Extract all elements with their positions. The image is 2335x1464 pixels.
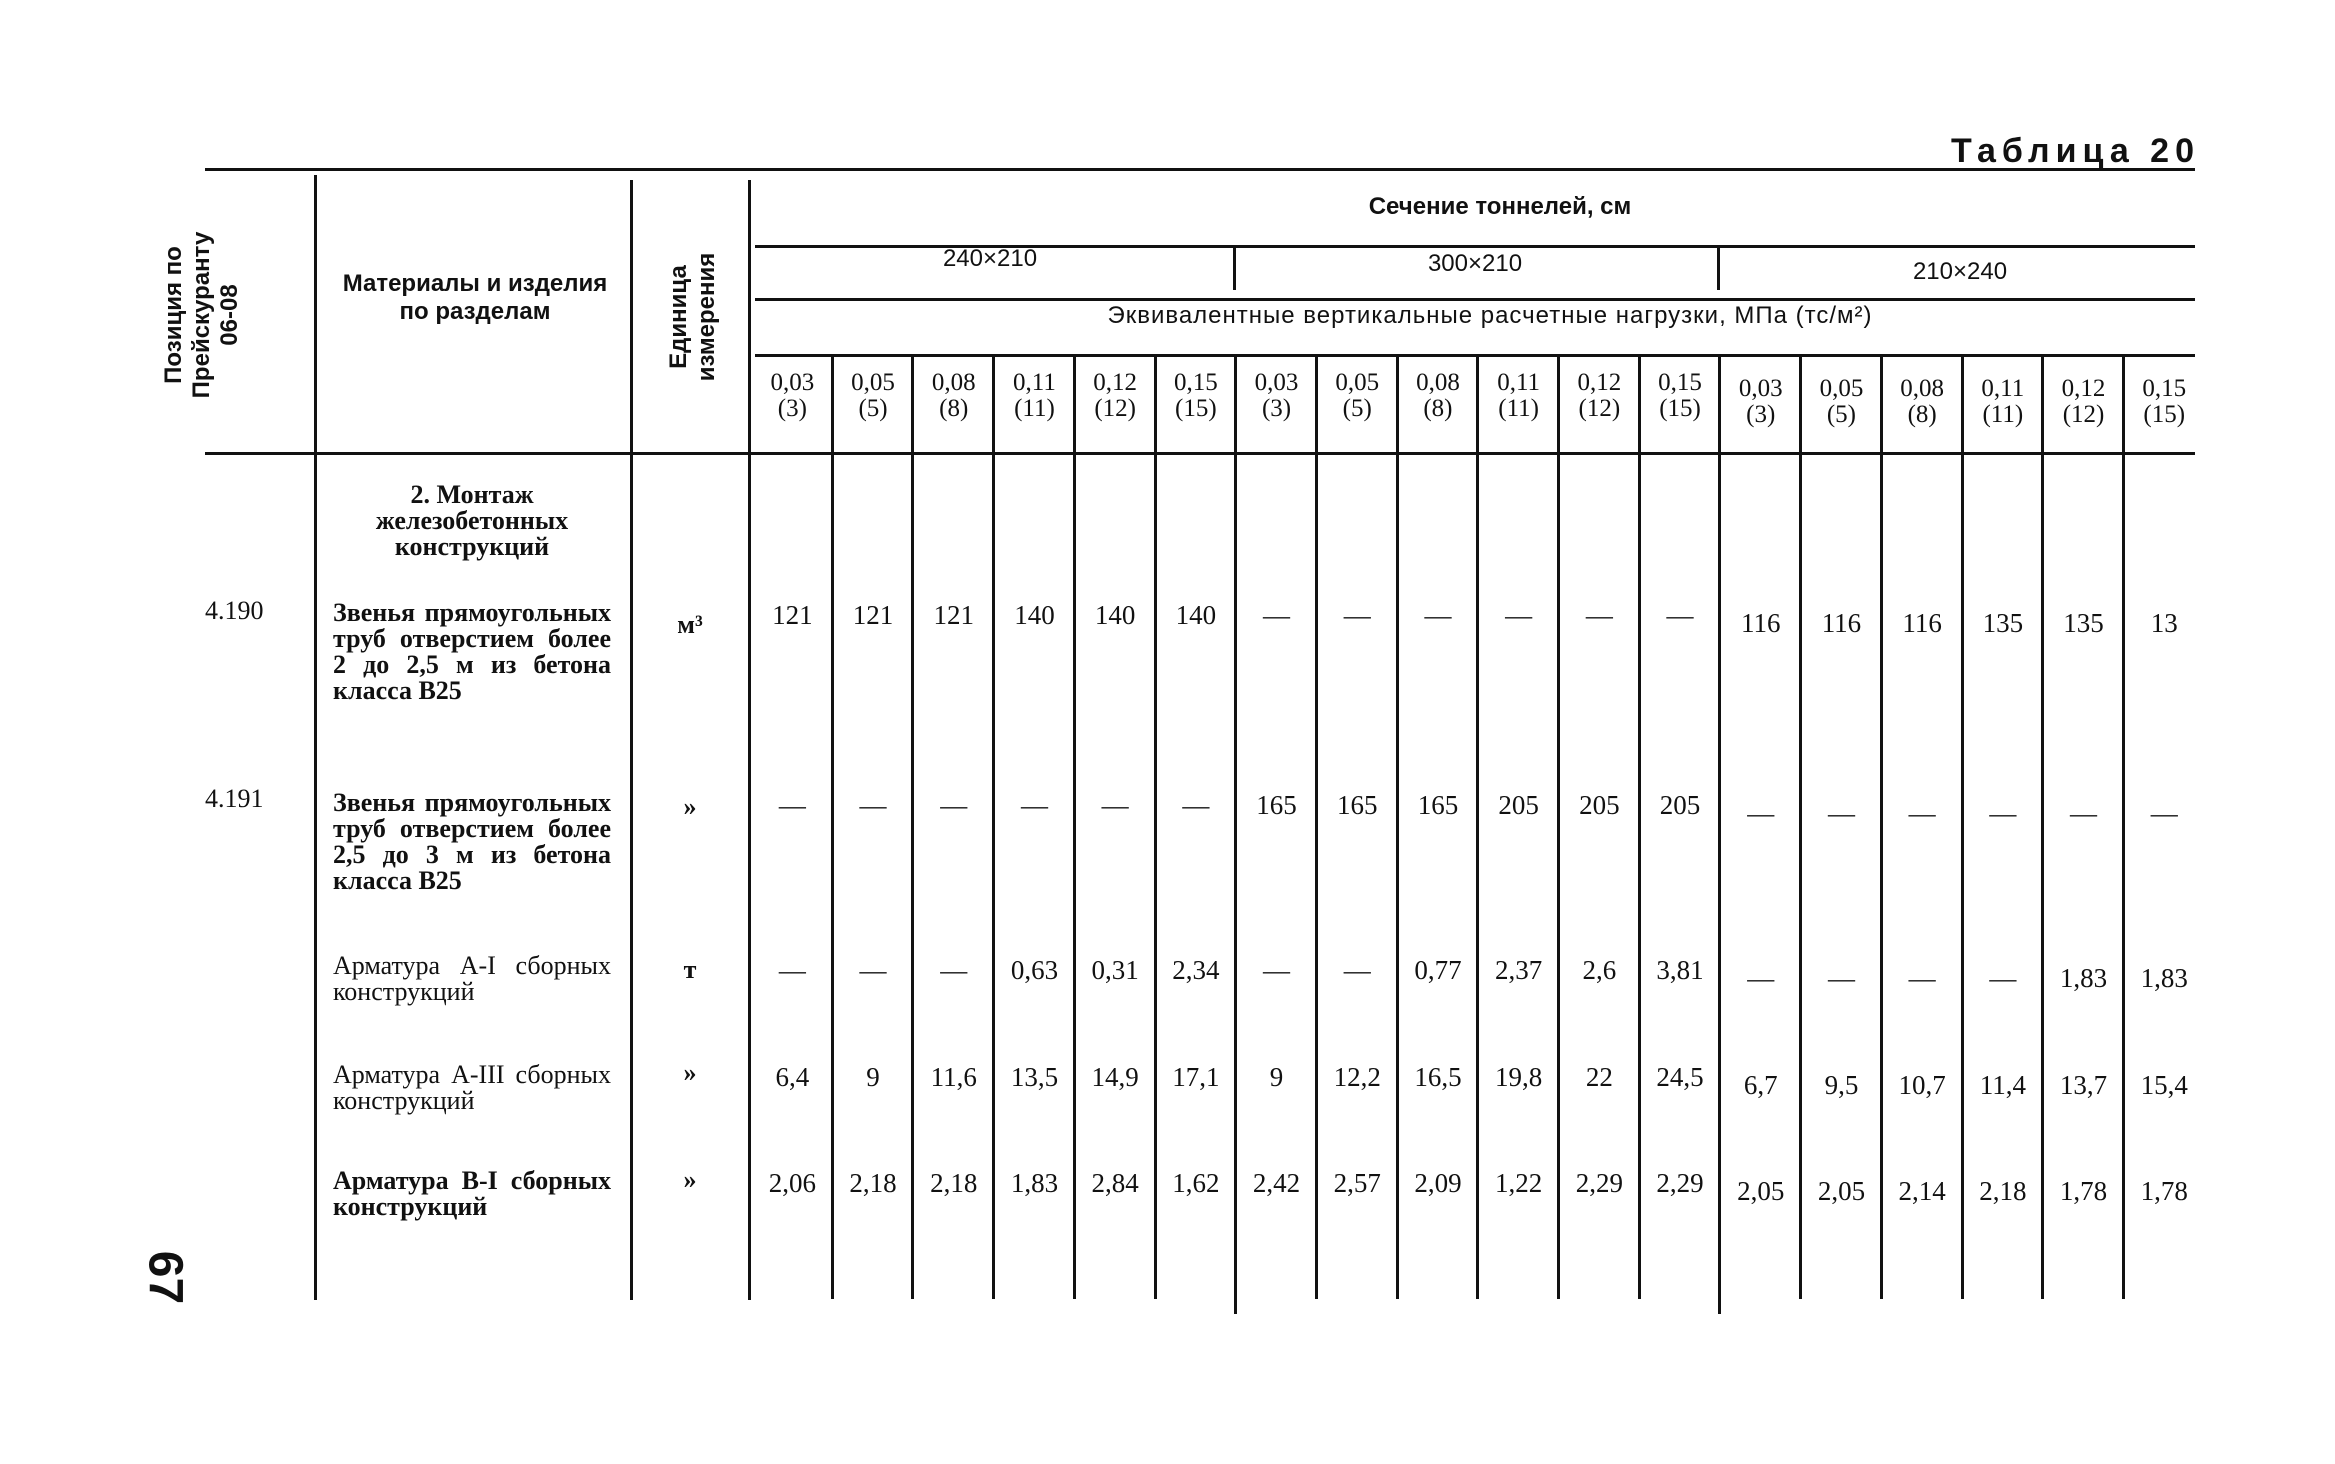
table-cell: 2,06 [768,1168,816,1198]
top-rule [205,168,2195,171]
table-cell: 2,57 [1333,1168,1381,1198]
table-cell: — [1908,963,1936,993]
load-value-tsm: (15) [1659,395,1701,422]
load-sub-column-header [2124,376,2205,428]
value-column-rule [1880,354,1883,1299]
table-cell: 6,7 [1743,1070,1778,1100]
load-sub-column-header [1963,376,2044,428]
position-column-rule [314,175,317,1300]
load-value-mpa: 0,03 [1254,369,1299,396]
page-number: 67 [138,1250,192,1305]
load-value-mpa: 0,03 [1738,375,1783,402]
table-cell: — [1263,600,1291,630]
table-cell: — [1747,798,1775,828]
table-cell: — [1343,600,1371,630]
table-cell: — [859,955,887,985]
load-value-tsm: (8) [1423,395,1453,422]
table-cell: 0,63 [1010,955,1059,985]
table-cell: 13 [2150,608,2178,638]
table-cell: 2,09 [1414,1168,1462,1198]
table-cell: 11,4 [1979,1070,2026,1100]
table-cell: 1,83 [1010,1168,1059,1198]
table-cell: 1,22 [1495,1168,1543,1198]
value-column-rule [1718,354,1721,1314]
load-value-mpa: 0,08 [1900,375,1945,402]
load-value-mpa: 0,05 [1335,369,1380,396]
value-column-rule [911,354,914,1299]
load-value-mpa: 0,08 [931,369,976,396]
load-sub-column-header [1075,370,1156,422]
table-cell: — [1827,798,1855,828]
table-cell: 12,2 [1333,1062,1381,1092]
table-cell: — [1585,600,1613,630]
table-cell: 1,83 [2059,963,2108,993]
table-cell: — [2070,798,2098,828]
table-cell: 2,42 [1252,1168,1301,1198]
load-value-tsm: (8) [939,395,969,422]
table-cell: 13,5 [1010,1062,1059,1092]
table-title: Таблица 20 [1951,132,2200,170]
load-sub-column-header [833,370,914,422]
table-cell: 9 [866,1062,880,1092]
table-cell: 16,5 [1414,1062,1462,1092]
table-cell: 140 [1014,600,1055,630]
load-rule [755,354,2195,357]
table-cell: — [1666,600,1694,630]
table-cell: — [1908,798,1936,828]
table-cell: 19,8 [1495,1062,1543,1092]
table-cell: 0,77 [1414,955,1462,985]
load-value-tsm: (3) [777,395,807,422]
table-cell: 2,34 [1172,955,1220,985]
table-cell: 121 [772,600,813,630]
table-cell: — [1424,600,1452,630]
material-header: Материалы и изделия по разделам [342,270,608,325]
table-cell: — [1263,955,1291,985]
unit-column-rule [748,180,751,1300]
table-cell: 140 [1094,600,1136,630]
load-value-mpa: 0,03 [770,369,815,396]
row-unit: м³ [677,610,703,639]
load-value-mpa: 0,15 [2142,375,2187,402]
table-cell: 2,29 [1656,1168,1704,1198]
table-cell: — [940,955,968,985]
table-cell: 14,9 [1091,1062,1139,1092]
section-title: 2. Монтаж железобетонных конструкций [375,480,569,561]
load-value-tsm: (12) [1578,395,1621,422]
row-unit: » [683,792,697,821]
table-cell: 3,81 [1656,955,1704,985]
table-cell: 116 [1740,608,1781,638]
table-cell: 205 [1579,790,1620,820]
table-cell: — [1343,955,1371,985]
table-cell: — [1020,790,1048,820]
table-cell: 2,18 [849,1168,897,1198]
table-cell: 13,7 [2059,1070,2108,1100]
row-material: Звенья прямоугольных труб отверстием более 2,5 до 3 м из бетона класса В25 [333,788,611,895]
load-value-tsm: (8) [1907,401,1937,428]
load-value-mpa: 0,08 [1416,369,1460,396]
table-cell: 165 [1336,790,1378,820]
table-cell: 22 [1585,1062,1613,1092]
table-cell: 11,6 [930,1062,977,1092]
table-cell: 205 [1659,790,1701,820]
unit-header: Единица измерения [665,252,720,382]
row-unit: » [683,1165,697,1194]
header-bottom-rule [205,452,2195,455]
load-value-mpa: 0,12 [1577,369,1622,396]
value-column-rule [1799,354,1802,1299]
table-cell: — [1747,963,1775,993]
load-value-mpa: 0,11 [1497,369,1541,396]
table-cell: 24,5 [1656,1062,1704,1092]
table-cell: 1,83 [2140,963,2188,993]
load-sub-column-header [752,370,833,422]
value-column-rule [1234,354,1237,1314]
table-cell: 0,31 [1091,955,1139,985]
load-sub-column-header [913,370,994,422]
table-cell: 135 [2063,608,2104,638]
group-rule [755,298,2195,301]
table-cell: 10,7 [1898,1070,1946,1100]
table-cell: — [2150,798,2178,828]
value-column-rule [1396,354,1399,1299]
load-value-mpa: 0,11 [1013,369,1056,396]
table-cell: — [940,790,968,820]
table-cell: — [1505,600,1533,630]
table-cell: — [859,790,887,820]
table-cell: 1,78 [2059,1176,2108,1206]
load-value-tsm: (15) [1175,395,1217,422]
load-value-mpa: 0,05 [851,369,895,396]
table-cell: 1,78 [2140,1176,2188,1206]
load-sub-column-header [1559,370,1640,422]
table-cell: 116 [1902,608,1942,638]
table-cell: — [1989,963,2017,993]
load-value-mpa: 0,05 [1819,375,1864,402]
load-value-tsm: (5) [1826,401,1857,428]
row-material: Арматура А-III сборных конструкций [333,1060,611,1115]
table-cell: 2,05 [1817,1176,1866,1206]
value-column-rule [831,354,834,1299]
row-unit: т [683,955,697,984]
row-unit: » [683,1058,697,1087]
load-sub-column-header [1156,370,1237,422]
load-value-tsm: (12) [1094,395,1136,422]
row-material: Звенья прямоугольных труб отверстием более 2 до 2,5 м из бетона класса В25 [333,598,611,705]
table-cell: 2,18 [930,1168,978,1198]
load-sub-column-header [1801,376,1882,428]
load-sub-column-header [1478,370,1559,422]
load-sub-column-header [1398,370,1479,422]
table-cell: — [1101,790,1129,820]
group-header: 240×210 [942,245,1038,272]
load-value-mpa: 0,11 [1981,375,2025,402]
load-sub-column-header [1236,370,1317,422]
group-header: 300×210 [1427,250,1523,277]
load-value-mpa: 0,12 [1093,369,1138,396]
load-value-tsm: (11) [1498,395,1539,422]
table-cell: 116 [1821,608,1862,638]
load-value-tsm: (3) [1746,401,1776,428]
value-column-rule [2122,354,2125,1299]
table-cell: 2,6 [1582,955,1617,985]
row-material: Арматура В-I сборных конструкций [333,1166,611,1221]
table-cell: — [1989,798,2017,828]
load-value-tsm: (12) [2062,401,2105,428]
load-header: Эквивалентные вертикальные расчетные нагрузки, МПа (тс/м²) [1107,302,1873,329]
table-cell: 165 [1256,790,1297,820]
load-value-tsm: (11) [1982,401,2024,428]
load-value-tsm: (3) [1261,395,1292,422]
row-position: 4.191 [205,784,264,813]
section-header: Сечение тоннелей, см [1368,193,1632,220]
value-column-rule [1073,354,1076,1299]
table-cell: 2,84 [1091,1168,1139,1198]
table-cell: 2,14 [1898,1176,1946,1206]
load-value-mpa: 0,12 [2061,375,2106,402]
table-cell: 121 [852,600,894,630]
table-cell: — [1182,790,1210,820]
table-cell: 17,1 [1172,1062,1220,1092]
load-sub-column-header [1720,376,1801,428]
load-value-mpa: 0,15 [1173,369,1218,396]
table-cell: 2,29 [1575,1168,1623,1198]
row-position: 4.190 [205,596,264,625]
value-column-rule [1315,354,1318,1299]
value-column-rule [1154,354,1157,1299]
value-column-rule [2041,354,2044,1299]
load-sub-column-header [1317,370,1398,422]
table-cell: 6,4 [775,1062,810,1092]
group-separator [1717,245,1720,290]
group-separator [1233,245,1236,290]
row-material: Арматура А-I сборных конструкций [333,951,611,1006]
value-column-rule [1638,354,1641,1299]
position-header: Позиция по Прейскуранту 06-08 [160,231,243,399]
load-value-mpa: 0,15 [1658,369,1702,396]
table-cell: 1,62 [1172,1168,1220,1198]
table-cell: 2,37 [1495,955,1543,985]
load-sub-column-header [2043,376,2124,428]
load-sub-column-header [1640,370,1721,422]
value-column-rule [992,354,995,1299]
table-cell: 121 [933,600,974,630]
table-cell: — [1827,963,1855,993]
table-cell: 2,18 [1979,1176,2027,1206]
load-sub-column-header [1882,376,1963,428]
load-value-tsm: (5) [858,395,888,422]
material-column-rule [630,180,633,1300]
table-cell: 15,4 [2140,1070,2188,1100]
value-column-rule [1476,354,1479,1299]
value-column-rule [1961,354,1964,1299]
load-value-tsm: (11) [1014,395,1055,422]
value-column-rule [1557,354,1560,1299]
table-cell: 205 [1498,790,1539,820]
table-cell: 165 [1417,790,1459,820]
table-cell: 140 [1175,600,1217,630]
load-sub-column-header [994,370,1075,422]
table-cell: 135 [1982,608,2024,638]
load-value-tsm: (5) [1342,395,1372,422]
table-cell: 9 [1269,1062,1284,1092]
table-cell: — [778,790,806,820]
table-cell: 9,5 [1824,1070,1859,1100]
load-value-tsm: (15) [2143,401,2186,428]
table-cell: — [778,955,806,985]
table-cell: 2,05 [1737,1176,1785,1206]
group-header: 210×240 [1912,258,2008,285]
